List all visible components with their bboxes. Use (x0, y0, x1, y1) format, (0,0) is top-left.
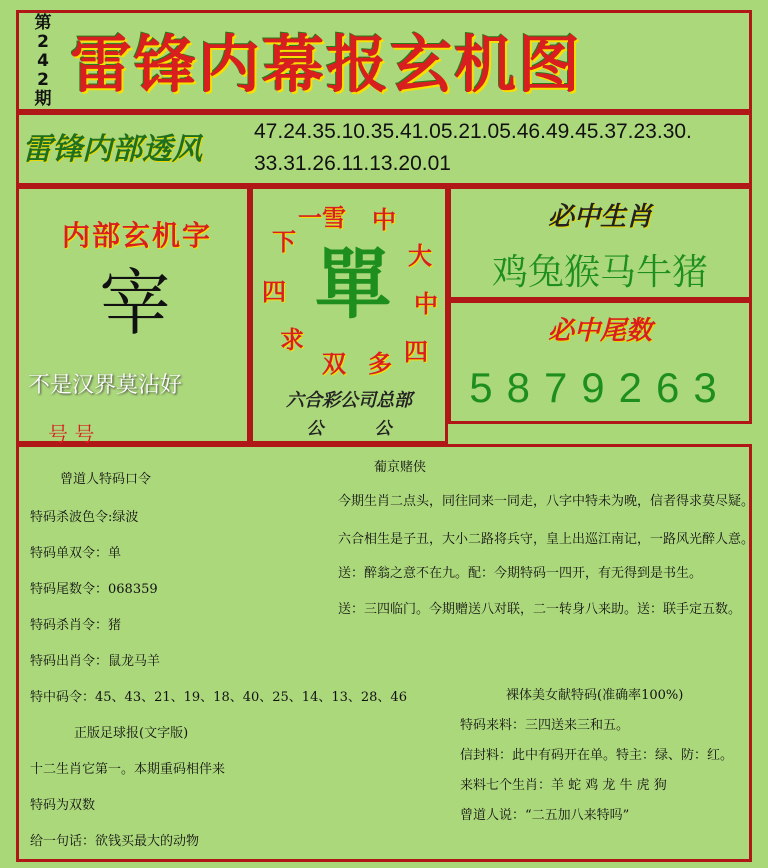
bottom-right-line2: 曾道人说：“二五加八来特吗” (460, 808, 630, 823)
tail-numbers: 5879263 (469, 364, 731, 411)
ring-char: 四 (404, 337, 428, 366)
zodiac-list: 鸡兔猴马牛猪 (491, 252, 708, 293)
number-line-1: 47.24.35.10.35.41.05.21.05.46.49.45.37.23.30. (254, 120, 692, 143)
bottom-left-line: 特码单双令：单 (30, 546, 122, 561)
broken-text: 号 号 (48, 422, 95, 446)
number-list (254, 116, 734, 180)
number-line-2: 33.31.26.11.13.20.01 (254, 152, 451, 175)
ring-char: 大 (408, 241, 432, 270)
single-character: 單 (315, 240, 391, 329)
ring-char: 一 (298, 203, 322, 232)
period-label (22, 14, 64, 110)
bottom-left-line2: 特码为双数 (30, 798, 96, 813)
period-char: 4 (37, 51, 49, 71)
period-char: 2 (37, 70, 49, 90)
ring-char: 多 (368, 349, 392, 378)
bottom-right-line2: 信封料：此中有码开在单。特主：绿、防：红。 (460, 748, 734, 763)
inner-leak-label: 雷锋内部透风 (22, 132, 202, 167)
clue-character: 宰 (98, 261, 171, 345)
bottom-right-line: 今期生肖二点头，同往同来一同走，八字中特未为晚，信者得求莫尽疑。 (338, 494, 755, 509)
ring-char: 中 (372, 205, 396, 234)
bottom-left-line: 特码杀波色令:绿波 (30, 510, 139, 525)
bottom-right-line: 送：三四临门。今期赠送八对联，二一转身八来助。送：联手定五数。 (338, 602, 742, 617)
bottom-right-title: 葡京赌侠 (374, 460, 427, 475)
company-sub-label: 公 公 (306, 419, 392, 439)
bottom-right-line2: 特码来料：三四送来三和五。 (460, 718, 630, 733)
ring-char: 下 (272, 227, 296, 256)
ring-char: 雪 (322, 203, 346, 232)
bottom-left-line2: 给一句话：欲钱买最大的动物 (30, 834, 200, 849)
bottom-left-line: 特码出肖令：鼠龙马羊 (30, 654, 161, 669)
ring-char: 中 (414, 289, 438, 318)
bottom-right-line: 六合相生是子丑，大小二路将兵守，皇上出巡江南记，一路风光醉人意。 (338, 532, 755, 547)
bottom-left-title: 曾道人特码口令 (60, 472, 152, 487)
bottom-right-title2: 裸体美女献特码(准确率100%) (506, 688, 684, 703)
bottom-right-line: 送：醉翁之意不在九。配：今期特码一四开，有无得到是书生。 (338, 566, 703, 581)
bottom-left-line: 特码尾数令：068359 (30, 582, 158, 597)
bottom-left-line: 特码杀肖令：猪 (30, 618, 122, 633)
period-char: 期 (34, 89, 52, 109)
inner-clue-title: 内部玄机字 (61, 219, 212, 252)
ring-char: 双 (322, 349, 346, 378)
page-title: 雷锋内幕报玄机图 (70, 28, 583, 101)
bottom-left-line2: 十二生肖它第一。本期重码相伴来 (30, 762, 226, 777)
period-char: 2 (37, 32, 49, 52)
ring-char: 四 (262, 277, 286, 306)
bottom-right-line2: 来料七个生肖：羊 蛇 鸡 龙 牛 虎 狗 (460, 778, 667, 793)
zodiac-label: 必中生肖 (547, 202, 652, 232)
slogan-text: 不是汉界莫沾好 (28, 373, 183, 398)
ring-char: 求 (280, 325, 304, 354)
bottom-left-subtitle: 正版足球报(文字版) (74, 726, 189, 741)
period-char: 第 (34, 13, 52, 33)
bottom-left-line: 特中码令：45、43、21、19、18、40、25、14、13、28、46 (30, 690, 407, 705)
company-label: 六合彩公司总部 (286, 390, 412, 411)
tail-label: 必中尾数 (547, 316, 652, 346)
